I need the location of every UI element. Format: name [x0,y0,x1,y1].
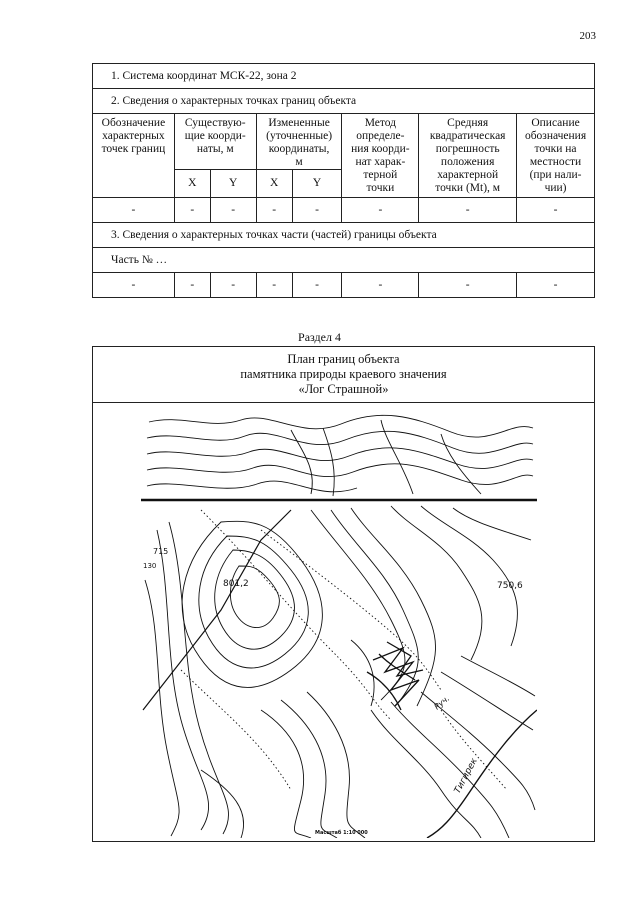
river-label: Тигирек [452,756,480,796]
header-y-existing: Y [210,170,256,198]
header-method: Метод определе- ния коорди- нат харак- терной точки [342,114,419,198]
elevation-label: 715 [153,547,169,556]
header-designation: Обозначение характерных точек границ [93,114,175,198]
coordinates-table [92,63,595,298]
elevation-label: 801,2 [223,579,249,589]
page-number: 203 [579,30,596,42]
map-scale: Масштаб 1:10 000 [315,830,368,836]
coordinate-system-row: 1. Система координат МСК-22, зона 2 [93,64,595,89]
topographic-map [141,410,537,838]
part-number-row: Часть № … [93,248,595,273]
elevation-label: 130 [143,562,157,570]
header-existing-coords: Существую- щие коорди- наты, м [174,114,256,170]
header-error: Средняя квадратическая погрешность положения характерной точки (Mt), м [419,114,517,198]
section-label: Раздел 4 [298,330,341,344]
header-y-changed: Y [292,170,342,198]
boundary-points-title: 2. Сведения о характерных точках границ объекта [93,89,595,114]
table-row: - - - - - - - - [93,198,595,223]
header-x-changed: X [256,170,292,198]
stream-label: Руч. [432,693,452,712]
plan-title: План границ объекта памятника природы краевого значения «Лог Страшной» [93,347,594,403]
header-description: Описание обозначения точки на местности (при нали- чии) [517,114,595,198]
table-row: - - - - - - - - [93,273,595,298]
header-changed-coords: Измененные (уточненные) координаты, м [256,114,342,170]
elevation-label: 750,6 [497,581,523,591]
part-points-title: 3. Сведения о характерных точках части (частей) границы объекта [93,223,595,248]
header-x-existing: X [174,170,210,198]
